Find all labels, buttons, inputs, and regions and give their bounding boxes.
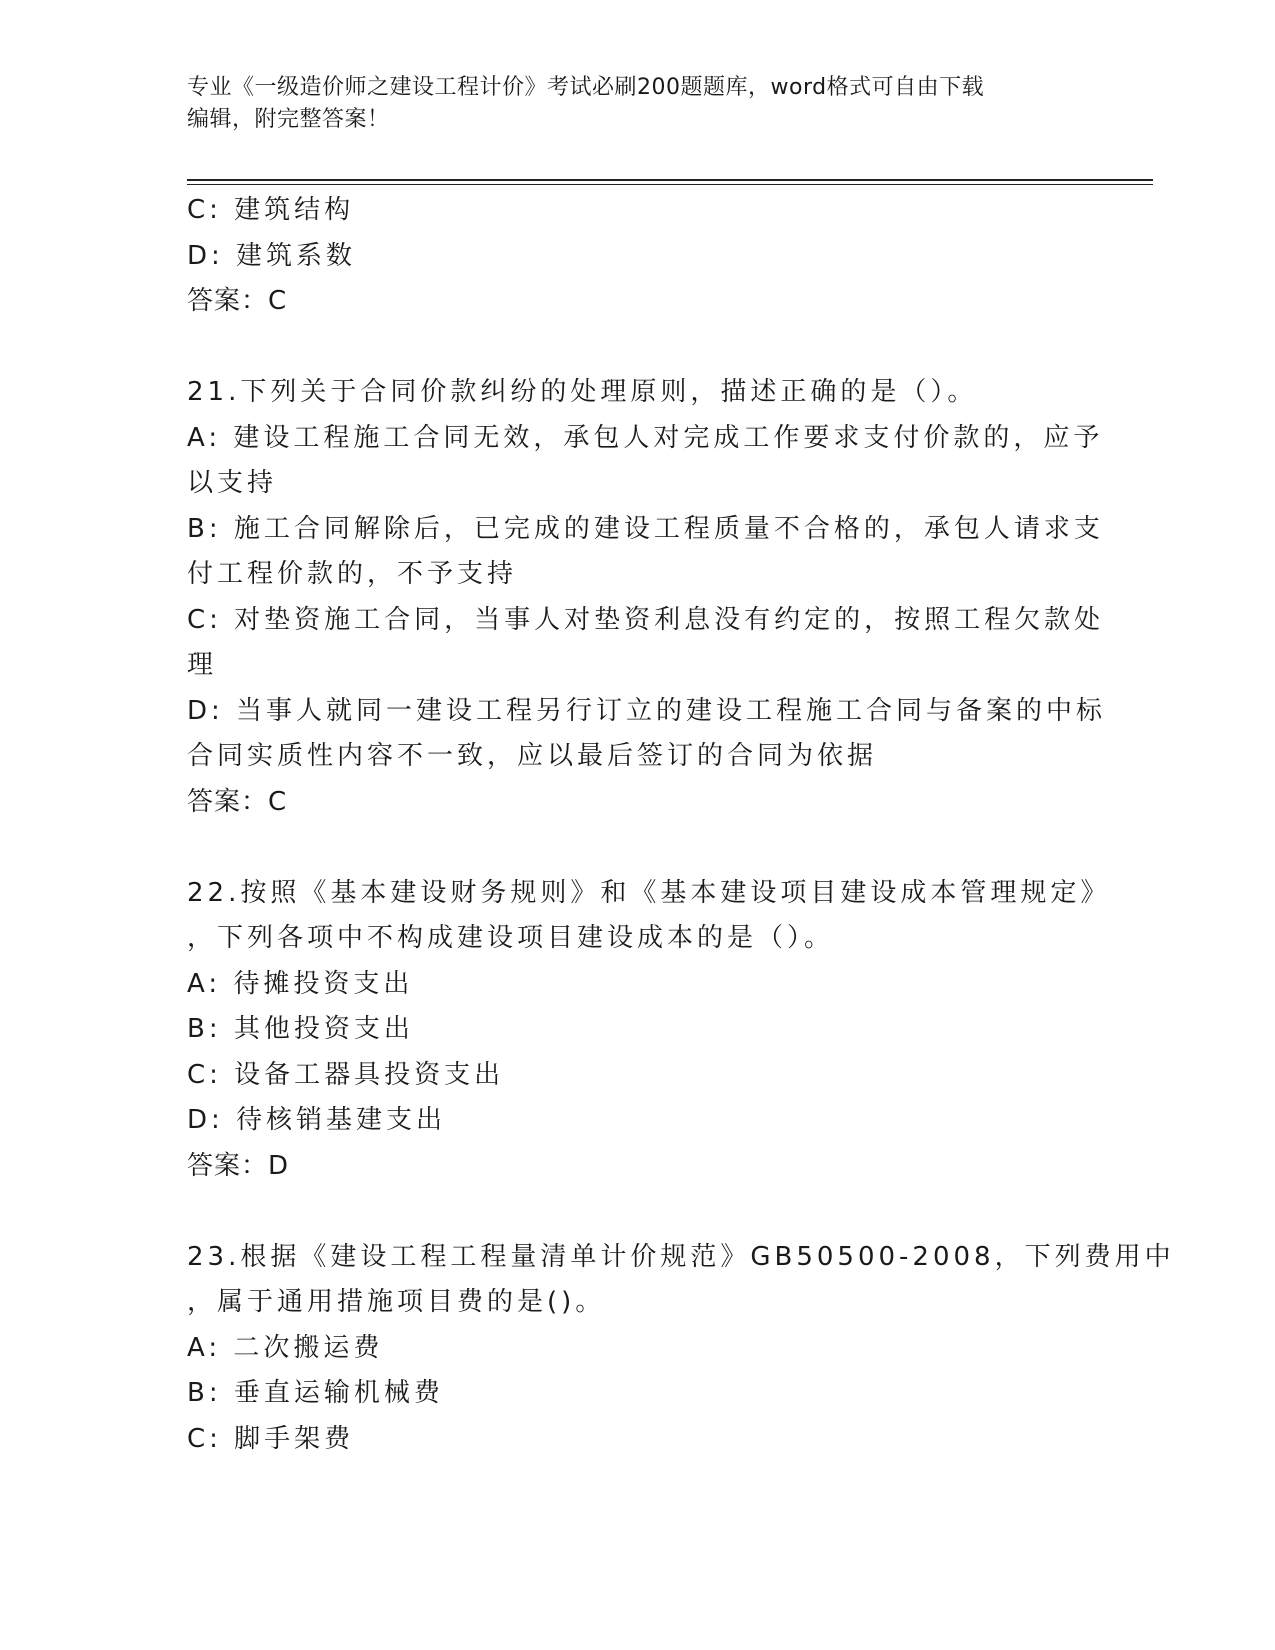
prev-question [187,188,1087,325]
question-stem: 22.按照《基本建设财务规则》和《基本建设项目建设成本管理规定》 [187,877,1111,908]
option-a: A: 二次搬运费 [187,1332,384,1363]
option-d: D: 当事人就同一建设工程另行订立的建设工程施工合同与备案的中标 [187,695,1107,726]
option-c: C: 脚手架费 [187,1423,355,1454]
option-a: A: 待摊投资支出 [187,968,414,999]
option-b: B: 施工合同解除后，已完成的建设工程质量不合格的，承包人请求支 [187,513,1104,544]
answer-line: 答案：D [187,1150,290,1181]
option-a-cont: 以支持 [187,468,278,498]
option-a: A: 建设工程施工合同无效，承包人对完成工作要求支付价款的，应予 [187,422,1104,453]
option-c: C: 对垫资施工合同，当事人对垫资利息没有约定的，按照工程欠款处 [187,604,1105,635]
spacer [187,1189,1087,1235]
question-stem-cont: ，下列各项中不构成建设项目建设成本的是（）。 [187,923,835,953]
question-stem: 23.根据《建设工程工程量清单计价规范》GB50500-2008，下列费用中 [187,1241,1175,1272]
option-d: D: 建筑系数 [187,240,357,271]
option-d: D: 待核销基建支出 [187,1105,447,1135]
answer-line: 答案：C [187,786,288,817]
option-b-cont: 付工程价款的，不予支持 [187,559,518,589]
question-22 [187,871,1111,1190]
header-rule-thick [187,179,1153,181]
option-c-cont: 理 [187,650,218,680]
question-21 [187,370,1107,825]
option-c: C: 建筑结构 [187,195,355,225]
document-header [187,72,1087,136]
header-rule-thin [187,184,1153,185]
answer-line: 答案：C [187,286,288,316]
question-list [187,188,1175,1462]
header-line-1: 专业《一级造价师之建设工程计价》考试必刷200题题库，word格式可自由下载 [187,75,985,100]
spacer [187,325,1087,371]
option-b: B: 垂直运输机械费 [187,1378,444,1408]
option-c: C: 设备工器具投资支出 [187,1059,505,1090]
question-stem: 21.下列关于合同价款纠纷的处理原则，描述正确的是（）。 [187,377,978,407]
header-line-2: 编辑，附完整答案！ [187,107,390,132]
spacer [187,825,1087,871]
option-d-cont: 合同实质性内容不一致，应以最后签订的合同为依据 [187,741,878,771]
question-23 [187,1235,1175,1463]
option-b: B: 其他投资支出 [187,1014,414,1044]
question-stem-cont: ，属于通用措施项目费的是()。 [187,1287,606,1317]
